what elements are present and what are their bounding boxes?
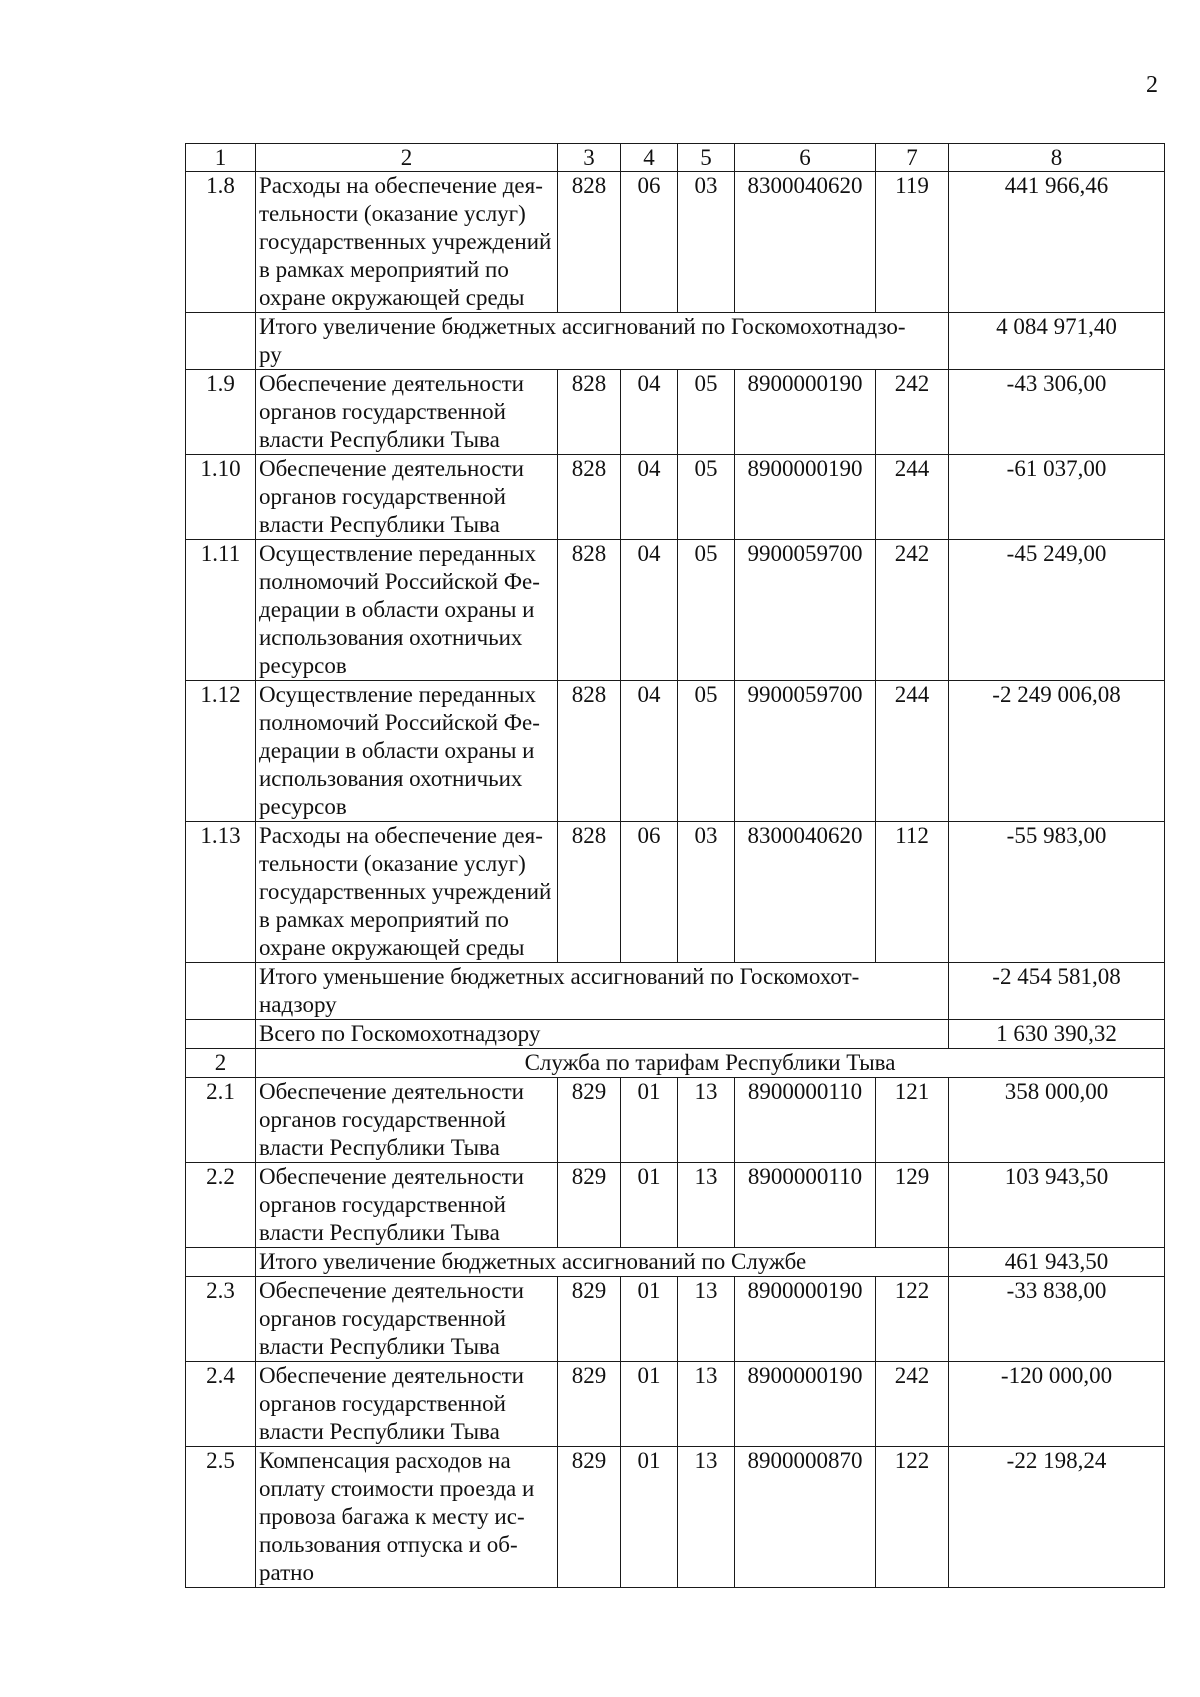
amount: -120 000,00: [949, 1362, 1165, 1447]
subsection-code: 05: [678, 370, 735, 455]
expense-type-code: 122: [876, 1447, 949, 1588]
amount: 103 943,50: [949, 1163, 1165, 1248]
subsection-code: 03: [678, 822, 735, 963]
row-number: 2.4: [186, 1362, 256, 1447]
target-article-code: 8900000190: [735, 370, 876, 455]
expense-type-code: 242: [876, 1362, 949, 1447]
row-number: 1.11: [186, 540, 256, 681]
total-row: [186, 1020, 1165, 1049]
section-code: 04: [621, 681, 678, 822]
row-number: 1.9: [186, 370, 256, 455]
table-row: [186, 172, 1165, 313]
table-row: [186, 1447, 1165, 1588]
target-article-code: 8900000110: [735, 1163, 876, 1248]
header-cell-4: 4: [621, 144, 678, 172]
row-number: 2.5: [186, 1447, 256, 1588]
table-row: [186, 681, 1165, 822]
header-cell-2: 2: [256, 144, 558, 172]
section-code: 04: [621, 370, 678, 455]
target-article-code: 8900000110: [735, 1078, 876, 1163]
expense-name: Компенсация расходов на оплату стоимости проезда и провоза багажа к месту ис- пользования отпуска и об- ратно: [256, 1447, 558, 1588]
total-label: Итого увеличение бюджетных ассигнований по Госкомохотнадзо- ру: [256, 313, 949, 370]
ministry-code: 829: [558, 1277, 621, 1362]
row-number: 2.2: [186, 1163, 256, 1248]
amount: -61 037,00: [949, 455, 1165, 540]
table-row: [186, 540, 1165, 681]
section-row: [186, 1049, 1165, 1078]
ministry-code: 829: [558, 1163, 621, 1248]
expense-name: Осуществление переданных полномочий Российской Фе- дерации в области охраны и использования охотничьих ресурсов: [256, 540, 558, 681]
row-number: [186, 1020, 256, 1049]
page-number: 2: [1146, 72, 1158, 98]
ministry-code: 829: [558, 1362, 621, 1447]
total-row: [186, 1248, 1165, 1277]
section-code: 06: [621, 172, 678, 313]
total-label: Итого увеличение бюджетных ассигнований по Службе: [256, 1248, 949, 1277]
subsection-code: 05: [678, 681, 735, 822]
amount: 441 966,46: [949, 172, 1165, 313]
expense-name: Расходы на обеспечение дея- тельности (оказание услуг) государственных учреждений в рамках мероприятий по охране окружающей среды: [256, 822, 558, 963]
expense-type-code: 242: [876, 540, 949, 681]
ministry-code: 828: [558, 455, 621, 540]
expense-type-code: 129: [876, 1163, 949, 1248]
section-code: 06: [621, 822, 678, 963]
ministry-code: 829: [558, 1078, 621, 1163]
table-row: [186, 1078, 1165, 1163]
header-cell-8: 8: [949, 144, 1165, 172]
total-amount: 461 943,50: [949, 1248, 1165, 1277]
subsection-code: 13: [678, 1163, 735, 1248]
section-code: 04: [621, 455, 678, 540]
target-article-code: 8900000190: [735, 1362, 876, 1447]
total-row: [186, 963, 1165, 1020]
expense-type-code: 244: [876, 455, 949, 540]
expense-type-code: 119: [876, 172, 949, 313]
row-number: [186, 1248, 256, 1277]
section-code: 01: [621, 1078, 678, 1163]
ministry-code: 828: [558, 681, 621, 822]
table-body: [186, 144, 1165, 1588]
section-code: 04: [621, 540, 678, 681]
expense-name: Обеспечение деятельности органов государственной власти Республики Тыва: [256, 1277, 558, 1362]
target-article-code: 9900059700: [735, 540, 876, 681]
amount: -45 249,00: [949, 540, 1165, 681]
amount: 358 000,00: [949, 1078, 1165, 1163]
expense-type-code: 242: [876, 370, 949, 455]
header-cell-7: 7: [876, 144, 949, 172]
target-article-code: 9900059700: [735, 681, 876, 822]
header-cell-6: 6: [735, 144, 876, 172]
subsection-code: 05: [678, 455, 735, 540]
amount: -2 249 006,08: [949, 681, 1165, 822]
expense-type-code: 112: [876, 822, 949, 963]
subsection-code: 13: [678, 1078, 735, 1163]
ministry-code: 828: [558, 172, 621, 313]
row-number: 1.10: [186, 455, 256, 540]
total-row: [186, 313, 1165, 370]
table-row: [186, 1362, 1165, 1447]
section-code: 01: [621, 1447, 678, 1588]
row-number: 2.3: [186, 1277, 256, 1362]
row-number: 1.13: [186, 822, 256, 963]
header-cell-1: 1: [186, 144, 256, 172]
ministry-code: 828: [558, 822, 621, 963]
section-number: 2: [186, 1049, 256, 1078]
subsection-code: 13: [678, 1447, 735, 1588]
subsection-code: 03: [678, 172, 735, 313]
target-article-code: 8900000190: [735, 455, 876, 540]
subsection-code: 13: [678, 1362, 735, 1447]
ministry-code: 829: [558, 1447, 621, 1588]
section-code: 01: [621, 1163, 678, 1248]
table-row: [186, 1277, 1165, 1362]
amount: -33 838,00: [949, 1277, 1165, 1362]
expense-type-code: 122: [876, 1277, 949, 1362]
expense-name: Обеспечение деятельности органов государственной власти Республики Тыва: [256, 455, 558, 540]
ministry-code: 828: [558, 370, 621, 455]
total-amount: -2 454 581,08: [949, 963, 1165, 1020]
ministry-code: 828: [558, 540, 621, 681]
target-article-code: 8900000870: [735, 1447, 876, 1588]
target-article-code: 8300040620: [735, 822, 876, 963]
amount: -22 198,24: [949, 1447, 1165, 1588]
subsection-code: 05: [678, 540, 735, 681]
expense-type-code: 121: [876, 1078, 949, 1163]
header-cell-5: 5: [678, 144, 735, 172]
row-number: 1.8: [186, 172, 256, 313]
expense-name: Обеспечение деятельности органов государственной власти Республики Тыва: [256, 1078, 558, 1163]
header-cell-3: 3: [558, 144, 621, 172]
section-title: Служба по тарифам Республики Тыва: [256, 1049, 1165, 1078]
expense-name: Осуществление переданных полномочий Российской Фе- дерации в области охраны и использования охотничьих ресурсов: [256, 681, 558, 822]
table-row: [186, 822, 1165, 963]
total-amount: 4 084 971,40: [949, 313, 1165, 370]
subsection-code: 13: [678, 1277, 735, 1362]
budget-table: [185, 143, 1165, 1588]
section-code: 01: [621, 1277, 678, 1362]
expense-type-code: 244: [876, 681, 949, 822]
total-amount: 1 630 390,32: [949, 1020, 1165, 1049]
target-article-code: 8300040620: [735, 172, 876, 313]
table-row: [186, 1163, 1165, 1248]
expense-name: Расходы на обеспечение дея- тельности (оказание услуг) государственных учреждений в рамках мероприятий по охране окружающей среды: [256, 172, 558, 313]
expense-name: Обеспечение деятельности органов государственной власти Республики Тыва: [256, 1362, 558, 1447]
table-row: [186, 455, 1165, 540]
row-number: 2.1: [186, 1078, 256, 1163]
section-code: 01: [621, 1362, 678, 1447]
expense-name: Обеспечение деятельности органов государственной власти Республики Тыва: [256, 370, 558, 455]
total-label: Всего по Госкомохотнадзору: [256, 1020, 949, 1049]
row-number: 1.12: [186, 681, 256, 822]
amount: -55 983,00: [949, 822, 1165, 963]
table-header-row: [186, 144, 1165, 172]
target-article-code: 8900000190: [735, 1277, 876, 1362]
row-number: [186, 313, 256, 370]
expense-name: Обеспечение деятельности органов государственной власти Республики Тыва: [256, 1163, 558, 1248]
row-number: [186, 963, 256, 1020]
table-row: [186, 370, 1165, 455]
total-label: Итого уменьшение бюджетных ассигнований по Госкомохот- надзору: [256, 963, 949, 1020]
amount: -43 306,00: [949, 370, 1165, 455]
